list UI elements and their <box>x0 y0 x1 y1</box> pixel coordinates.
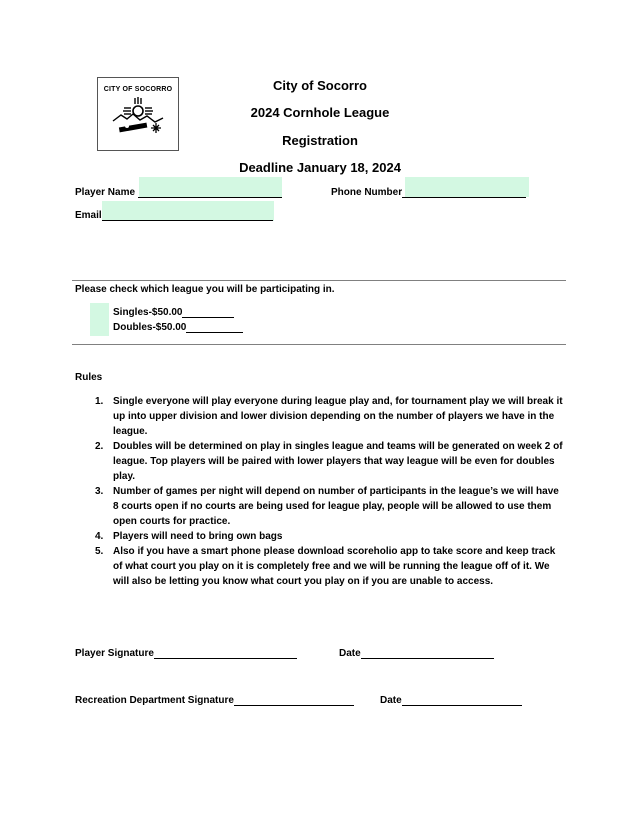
phone-line <box>402 187 526 198</box>
logo-text: CITY OF SOCORRO <box>103 86 173 93</box>
phone-field[interactable] <box>331 187 526 198</box>
email-field[interactable] <box>75 210 273 221</box>
player-date-line <box>361 648 494 659</box>
singles-line <box>182 307 234 318</box>
player-signature-label: Player Signature <box>75 648 154 659</box>
player-date-field[interactable] <box>339 648 494 659</box>
league-prompt: Please check which league you will be participating in. <box>75 284 335 295</box>
form-title: Registration <box>282 133 358 148</box>
rec-signature-field[interactable] <box>75 695 354 706</box>
rules-list <box>75 394 565 589</box>
rec-date-label: Date <box>380 695 402 706</box>
doubles-label: Doubles-$50.00 <box>113 322 187 333</box>
email-line <box>102 210 273 221</box>
player-date-label: Date <box>339 648 361 659</box>
phone-label: Phone Number <box>331 187 403 198</box>
rule-item: 5. Also if you have a smart phone please download scoreholio app to take score and keep track of what court you play on it is completely free and we will be running the league off of it. We will also be letting you know what court you play on if you are unable to access. <box>95 546 556 587</box>
rule-item: 3. Number of games per night will depend on number of participants in the league’s we will have 8 courts open if no courts are being used for league play, people will be allowed to use them open courts for practice. <box>95 486 559 527</box>
rules-heading: Rules <box>75 372 103 383</box>
rule-item: 4. Players will need to bring own bags <box>95 531 283 542</box>
option-doubles[interactable] <box>113 322 243 333</box>
rec-date-field[interactable] <box>380 695 522 706</box>
player-name-line <box>138 187 282 198</box>
doubles-line <box>186 322 243 333</box>
option-singles[interactable] <box>113 307 234 318</box>
divider-top <box>72 280 566 281</box>
rec-signature-line <box>234 695 354 706</box>
org-title: City of Socorro <box>273 78 367 93</box>
rec-date-line <box>402 695 522 706</box>
rule-item: 1. Single everyone will play everyone during league play and, for tournament play we will break it up into upper division and lower division depending on the number of players we have in the league. <box>95 396 563 437</box>
email-label: Email <box>75 210 102 221</box>
league-title: 2024 Cornhole League <box>250 105 390 120</box>
league-checkbox-fill[interactable] <box>90 303 109 336</box>
singles-label: Singles-$50.00 <box>113 307 183 318</box>
player-signature-field[interactable] <box>75 648 297 659</box>
divider-bottom <box>72 344 566 345</box>
rec-signature-label: Recreation Department Signature <box>75 695 234 706</box>
player-signature-line <box>154 648 297 659</box>
rule-item: 2. Doubles will be determined on play in singles league and teams will be generated on week 2 of league. Top players will be paired with lower players that way league will be even for doubles play. <box>95 441 563 482</box>
player-name-label: Player Name <box>75 187 136 198</box>
deadline-text: Deadline January 18, 2024 <box>239 160 401 175</box>
player-name-field[interactable] <box>75 187 282 198</box>
